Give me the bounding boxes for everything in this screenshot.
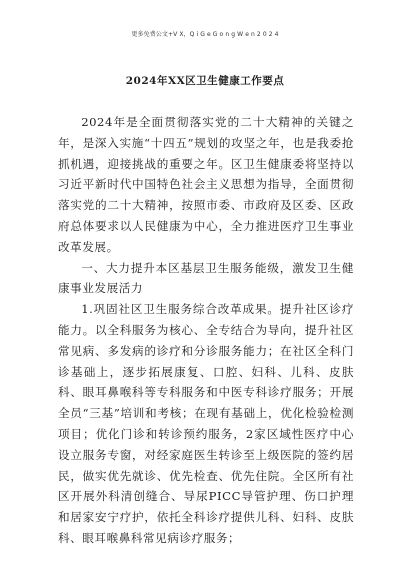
body-paragraph: 1.巩固社区卫生服务综合改革成果。提升社区诊疗能力。以全科服务为核心、全专结合为导向，提升社区常见病、多发病的诊疗和分诊服务能力；在社区全科门诊基础上，逐步拓展康复、口腔、妇科、儿科、皮肤科、眼耳鼻喉科等专科服务和中医专科诊疗服务；开展全员“三基”培训和考核；在现有基础上，优化检验检测项目；优化门诊和转诊预约服务，2家区域性医疗中心设立服务专窗，对经家庭医生转诊至上级医院的签约居民，做实优先就诊、优先检查、优先住院。全区所有社区开展外科清创缝合、导尿PICC导管护理、伤口护理和居家安宁疗护，依托全科诊疗提供儿科、妇科、皮肤科、眼耳喉鼻科常见病诊疗服务；	[58, 302, 354, 545]
intro-paragraph: 2024年是全面贯彻落实党的二十大精神的关键之年，是深入实施“十四五”规划的攻坚之年，也是我委抢抓机遇，迎接挑战的重要之年。区卫生健康委将坚持以习近平新时代中国特色社会主义思想为指导，全面贯彻落实党的二十大精神，按照市委、市政府及区委、区政府总体要求以人民健康为中心，全力推进医疗卫生事业改革发展。	[58, 115, 354, 254]
page-header-note: 更多免费公文+V X，Q i G e G o n g W e n 2 0 2 4	[131, 31, 279, 38]
document-title: 2024年XX区卫生健康工作要点	[125, 75, 285, 87]
section-heading: 一、大力提升本区基层卫生服务能级，激发卫生健康事业发展活力	[58, 260, 354, 296]
document-body	[58, 112, 354, 549]
